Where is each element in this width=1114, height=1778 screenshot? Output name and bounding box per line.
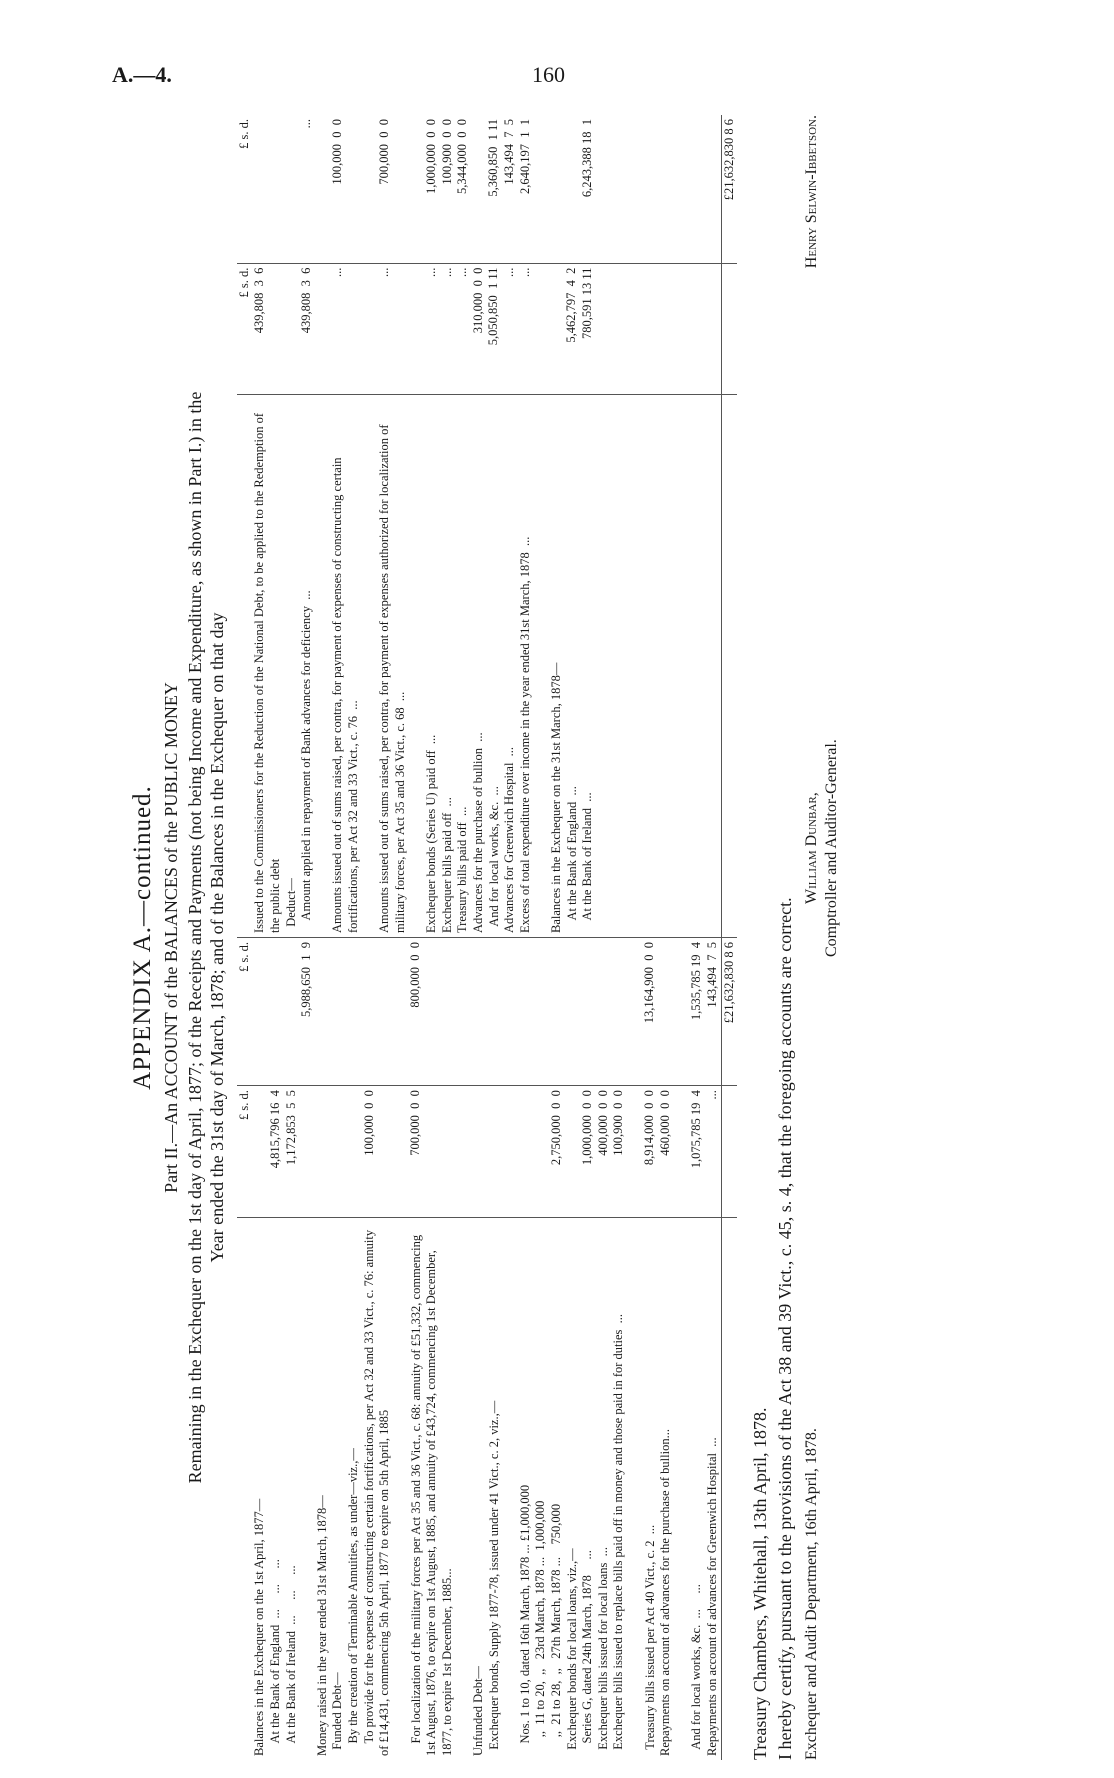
left-row-4-a1: [315, 1090, 331, 1213]
right-row-14-label: At the Bank of Ireland ...: [580, 792, 595, 934]
right-row-8-a2: [471, 119, 487, 259]
right-row-1-a2: [284, 119, 300, 259]
left-row-3-a1: [299, 1090, 315, 1213]
payments-second-column: [252, 115, 721, 263]
left-row-2-label: At the Bank of Ireland ... ... ...: [283, 1565, 298, 1756]
left-row-21-label: Repayments on account of advances for Greenwich Hospital ...: [705, 1437, 720, 1756]
left-row-3-a2: 5,988,650 1 9: [299, 942, 314, 1018]
right-row-2-a1: 439,808 3 6: [299, 267, 314, 334]
receipts-second-column: [252, 938, 721, 1086]
right-row-13-a1: 5,462,797 4 2: [564, 267, 579, 343]
right-row-9-a1: 5,050,850 1 11: [486, 267, 501, 346]
left-row-20-a1: 1,075,785 19 4: [689, 1090, 704, 1169]
left-row-4-label: Money raised in the year ended 31st March, 1878—: [314, 1495, 329, 1756]
left-row-6-label: By the creation of Terminable Annuities, as under—viz.,—: [346, 1448, 361, 1756]
left-row-6-a2: [346, 942, 362, 1081]
right-row-6-a2: 100,900 0 0: [439, 119, 454, 185]
right-row-5-a2: 1,000,000 0 0: [423, 119, 438, 194]
left-row-2-a1: 1,172,853 5 5: [283, 1090, 298, 1166]
left-row-11-label: Nos. 1 to 10, dated 16th March, 1878 ... £1,000,000: [517, 1484, 532, 1756]
left-col1-head: £ s. d.: [237, 1086, 253, 1218]
receipts-first-column: [252, 1086, 721, 1218]
right-row-12-a2: [549, 119, 565, 259]
left-row-21-a2: 143,494 7 5: [704, 942, 719, 1008]
left-row-13-a2: [549, 942, 565, 1081]
left-row-8-a2: 800,000 0 0: [408, 942, 423, 1008]
right-row-14-a2: 6,243,388 18 1: [580, 119, 595, 198]
left-row-17-a1: 100,900 0 0: [611, 1090, 626, 1156]
payments-descriptions: [252, 395, 721, 938]
payments-total: £21,632,830 8 6: [721, 115, 737, 263]
right-row-1-label: Deduct—: [283, 878, 298, 934]
left-row-12-label: ,, 11 to 20, ,, 23rd March, 1878 ... 1,000,000: [533, 1500, 548, 1756]
left-row-20-a2: 1,535,785 19 4: [689, 942, 704, 1021]
right-row-13-a2: [564, 119, 580, 259]
left-row-19-label: Repayments on account of advances for the purchase of bullion...: [658, 1429, 673, 1756]
department-date: Exchequer and Audit Department, 16th April, 1878.: [803, 1428, 821, 1760]
left-row-13-a1: 2,750,000 0 0: [548, 1090, 563, 1166]
right-row-8-label: Advances for the purchase of bullion ...: [470, 732, 485, 934]
left-row-10-a1: [486, 1090, 517, 1213]
left-row-10-a2: [486, 942, 517, 1081]
part-heading: Part II.—An ACCOUNT of the BALANCES of the PUBLIC MONEY: [161, 682, 182, 1193]
page-number: 160: [532, 62, 565, 87]
left-row-18-a2: 13,164,900 0 0: [642, 942, 657, 1024]
right-row-0-label: Issued to the Commissioners for the Reduction of the National Debt, to be applied to the Redemption of the public debt: [252, 409, 282, 934]
left-row-16-label: Exchequer bills issued for local loans ...: [595, 1547, 610, 1756]
left-row-0-a2: [252, 942, 268, 1081]
left-row-3-label: [299, 1222, 315, 1756]
left-row-7-a2: [362, 942, 409, 1081]
left-row-8-label: For localization of the military forces per Act 35 and 36 Vict., c. 68: annuity of £51,332, commencing 1st August, 1876, to expire on 1st August, 1885, and annuity of £43,724, commencing 1st December, 1877, to expire 1st December, 1885...: [408, 1231, 454, 1756]
account-table: [237, 115, 738, 1760]
right-row-0-a1: 439,808 3 6: [252, 267, 267, 334]
right-row-9-label: And for local works, &c. ...: [486, 786, 501, 934]
signature-dunbar: William Dunbar,: [803, 792, 821, 904]
left-row-5-label: Funded Debt—: [330, 1672, 345, 1756]
left-row-0-a1: [252, 1090, 268, 1213]
left-row-12-a2: [533, 942, 549, 1081]
right-row-4-a2: 700,000 0 0: [377, 119, 392, 185]
right-row-2-a2: ...: [299, 119, 314, 129]
left-row-15-a1: 1,000,000 0 0: [579, 1090, 594, 1166]
left-row-8-a1: 700,000 0 0: [408, 1090, 423, 1156]
left-row-18-label: Treasury bills issued per Act 40 Vict., c. 2 ...: [642, 1524, 657, 1756]
title-line-2: Remaining in the Exchequer on the 1st day of April, 1877; of the Receipts and Payments (not being Income and Expenditure, as shown in Part I.) in the: [184, 391, 205, 1484]
left-row-9-label: Unfunded Debt—: [470, 1666, 485, 1756]
signature-dunbar-title: Comptroller and Auditor-General.: [823, 739, 841, 958]
certification-text: I hereby certify, pursuant to the provisions of the Act 38 and 39 Vict., c. 45, s. 4, that the foregoing accounts are correct.: [774, 897, 795, 1760]
right-row-7-label: Treasury bills paid off ...: [455, 806, 470, 934]
right-col1-head: £ s. d.: [237, 263, 253, 395]
left-row-14-label: Exchequer bonds for local loans, viz.,—: [564, 1548, 579, 1756]
left-row-16-a1: 400,000 0 0: [595, 1090, 610, 1156]
right-row-4-label: Amounts issued out of sums raised, per contra, for payment of expenses authorized for localization of military forces, per Act 35 and 36 Vict., c. 68 ...: [377, 421, 407, 934]
left-row-2-a2: [284, 942, 300, 1081]
left-row-14-a1: [564, 1090, 580, 1213]
right-row-0-a2: [252, 119, 283, 259]
left-row-13-label: ,, 21 to 28, ,, 27th March, 1878 ... 750,000: [548, 1503, 563, 1756]
right-row-3-label: Amounts issued out of sums raised, per contra, for payment of expenses of constructing certain fortifications, per Act 32 and 33 Vict., c. 76 ...: [330, 454, 361, 934]
left-row-0-label: Balances in the Exchequer on the 1st April, 1877—: [252, 1498, 267, 1756]
right-col2-head: £ s. d.: [237, 115, 253, 263]
left-row-10-label: Exchequer bonds, Supply 1877-78, issued under 41 Vict., c. 2, viz.,—: [486, 1400, 501, 1756]
right-row-4-a1: ...: [377, 267, 392, 277]
left-row-6-a1: [346, 1090, 362, 1213]
right-row-10-a1: ...: [502, 267, 517, 277]
left-row-18-a1: 8,914,000 0 0: [642, 1090, 657, 1166]
left-row-19-a1: 460,000 0 0: [658, 1090, 673, 1156]
left-row-5-a2: [330, 942, 346, 1081]
right-row-5-label: Exchequer bonds (Series U) paid off ...: [424, 734, 439, 934]
left-row-1-label: At the Bank of England ... ... ...: [268, 1559, 282, 1756]
left-row-15-a2: [580, 942, 596, 1081]
left-row-16-a2: [596, 942, 612, 1081]
right-row-1-a1: [284, 268, 300, 391]
left-row-5-a1: [330, 1090, 346, 1213]
left-row-19-a2: [658, 942, 689, 1081]
signature-selwin-ibbetson: Henry Selwin-Ibbetson.: [803, 115, 821, 269]
left-row-7-a1: 100,000 0 0: [361, 1090, 376, 1156]
left-row-9-a2: [471, 942, 487, 1081]
left-row-7-label: To provide for the expense of constructing certain fortifications, per Act 32 and 33 Vict., c. 76: annuity of £14,431, commencing 5th April, 1877 to expire on 5th April, 1885: [361, 1226, 392, 1756]
payments-first-column: [252, 263, 721, 395]
right-row-13-label: At the Bank of England ...: [564, 786, 579, 934]
left-col2-head: £ s. d.: [237, 938, 253, 1086]
certification-block: [749, 115, 842, 1760]
left-row-4-a2: [315, 942, 331, 1081]
left-row-11-a1: [518, 1090, 534, 1213]
receipts-descriptions: [252, 1217, 721, 1760]
left-row-11-a2: [518, 942, 534, 1081]
left-row-17-label: Exchequer bills issued to replace bills paid off in money and those paid in for duties ...: [611, 1313, 626, 1756]
left-row-21-a1: ...: [704, 1090, 719, 1100]
right-row-6-label: Exchequer bills paid off ...: [439, 797, 454, 934]
right-row-11-a2: 2,640,197 1 1: [517, 119, 532, 194]
left-row-14-a2: [564, 942, 580, 1081]
right-row-10-label: Advances for Greenwich Hospital ...: [502, 746, 517, 934]
right-row-10-a2: 143,494 7 5: [502, 119, 517, 185]
left-row-9-a1: [471, 1090, 487, 1213]
left-row-1-a1: 4,815,796 16 4: [267, 1090, 282, 1169]
right-row-14-a1: 780,591 13 11: [580, 267, 595, 339]
right-row-8-a1: 310,000 0 0: [470, 267, 485, 334]
right-row-12-a1: [549, 268, 565, 391]
right-row-11-a1: ...: [517, 267, 532, 277]
appendix-title: APPENDIX A.—continued.: [129, 785, 156, 1090]
left-row-15-label: Series G, dated 24th March, 1878 ...: [580, 1550, 595, 1756]
rotated-account-page: [125, 115, 1035, 1760]
right-row-11-label: Excess of total expenditure over income in the year ended 31st March, 1878 ...: [517, 536, 532, 934]
right-row-12-label: Balances in the Exchequer on the 31st March, 1878—: [548, 662, 563, 934]
left-row-1-a2: [268, 942, 284, 1081]
right-row-3-a1: ...: [330, 267, 345, 277]
document-id: A.—4.: [112, 62, 172, 87]
place-date: Treasury Chambers, Whitehall, 13th April, 1878.: [750, 1407, 771, 1760]
right-row-3-a2: 100,000 0 0: [330, 119, 345, 185]
right-row-5-a1: ...: [423, 267, 438, 277]
left-row-20-label: And for local works, &c. ... ...: [689, 1584, 704, 1756]
right-row-2-label: Amount applied in repayment of Bank advances for deficiency ...: [299, 590, 314, 934]
right-row-6-a1: ...: [439, 267, 454, 277]
right-row-7-a2: 5,344,000 0 0: [455, 119, 470, 194]
left-row-12-a1: [533, 1090, 549, 1213]
right-row-7-a1: ...: [455, 267, 470, 277]
left-row-17-a2: [611, 942, 642, 1081]
receipts-total: £21,632,830 8 6: [721, 938, 737, 1086]
right-row-9-a2: 5,360,850 1 11: [486, 119, 501, 197]
title-line-3: Year ended the 31st day of March, 1878; and of the Balances in the Exchequer on that day: [207, 612, 228, 1263]
